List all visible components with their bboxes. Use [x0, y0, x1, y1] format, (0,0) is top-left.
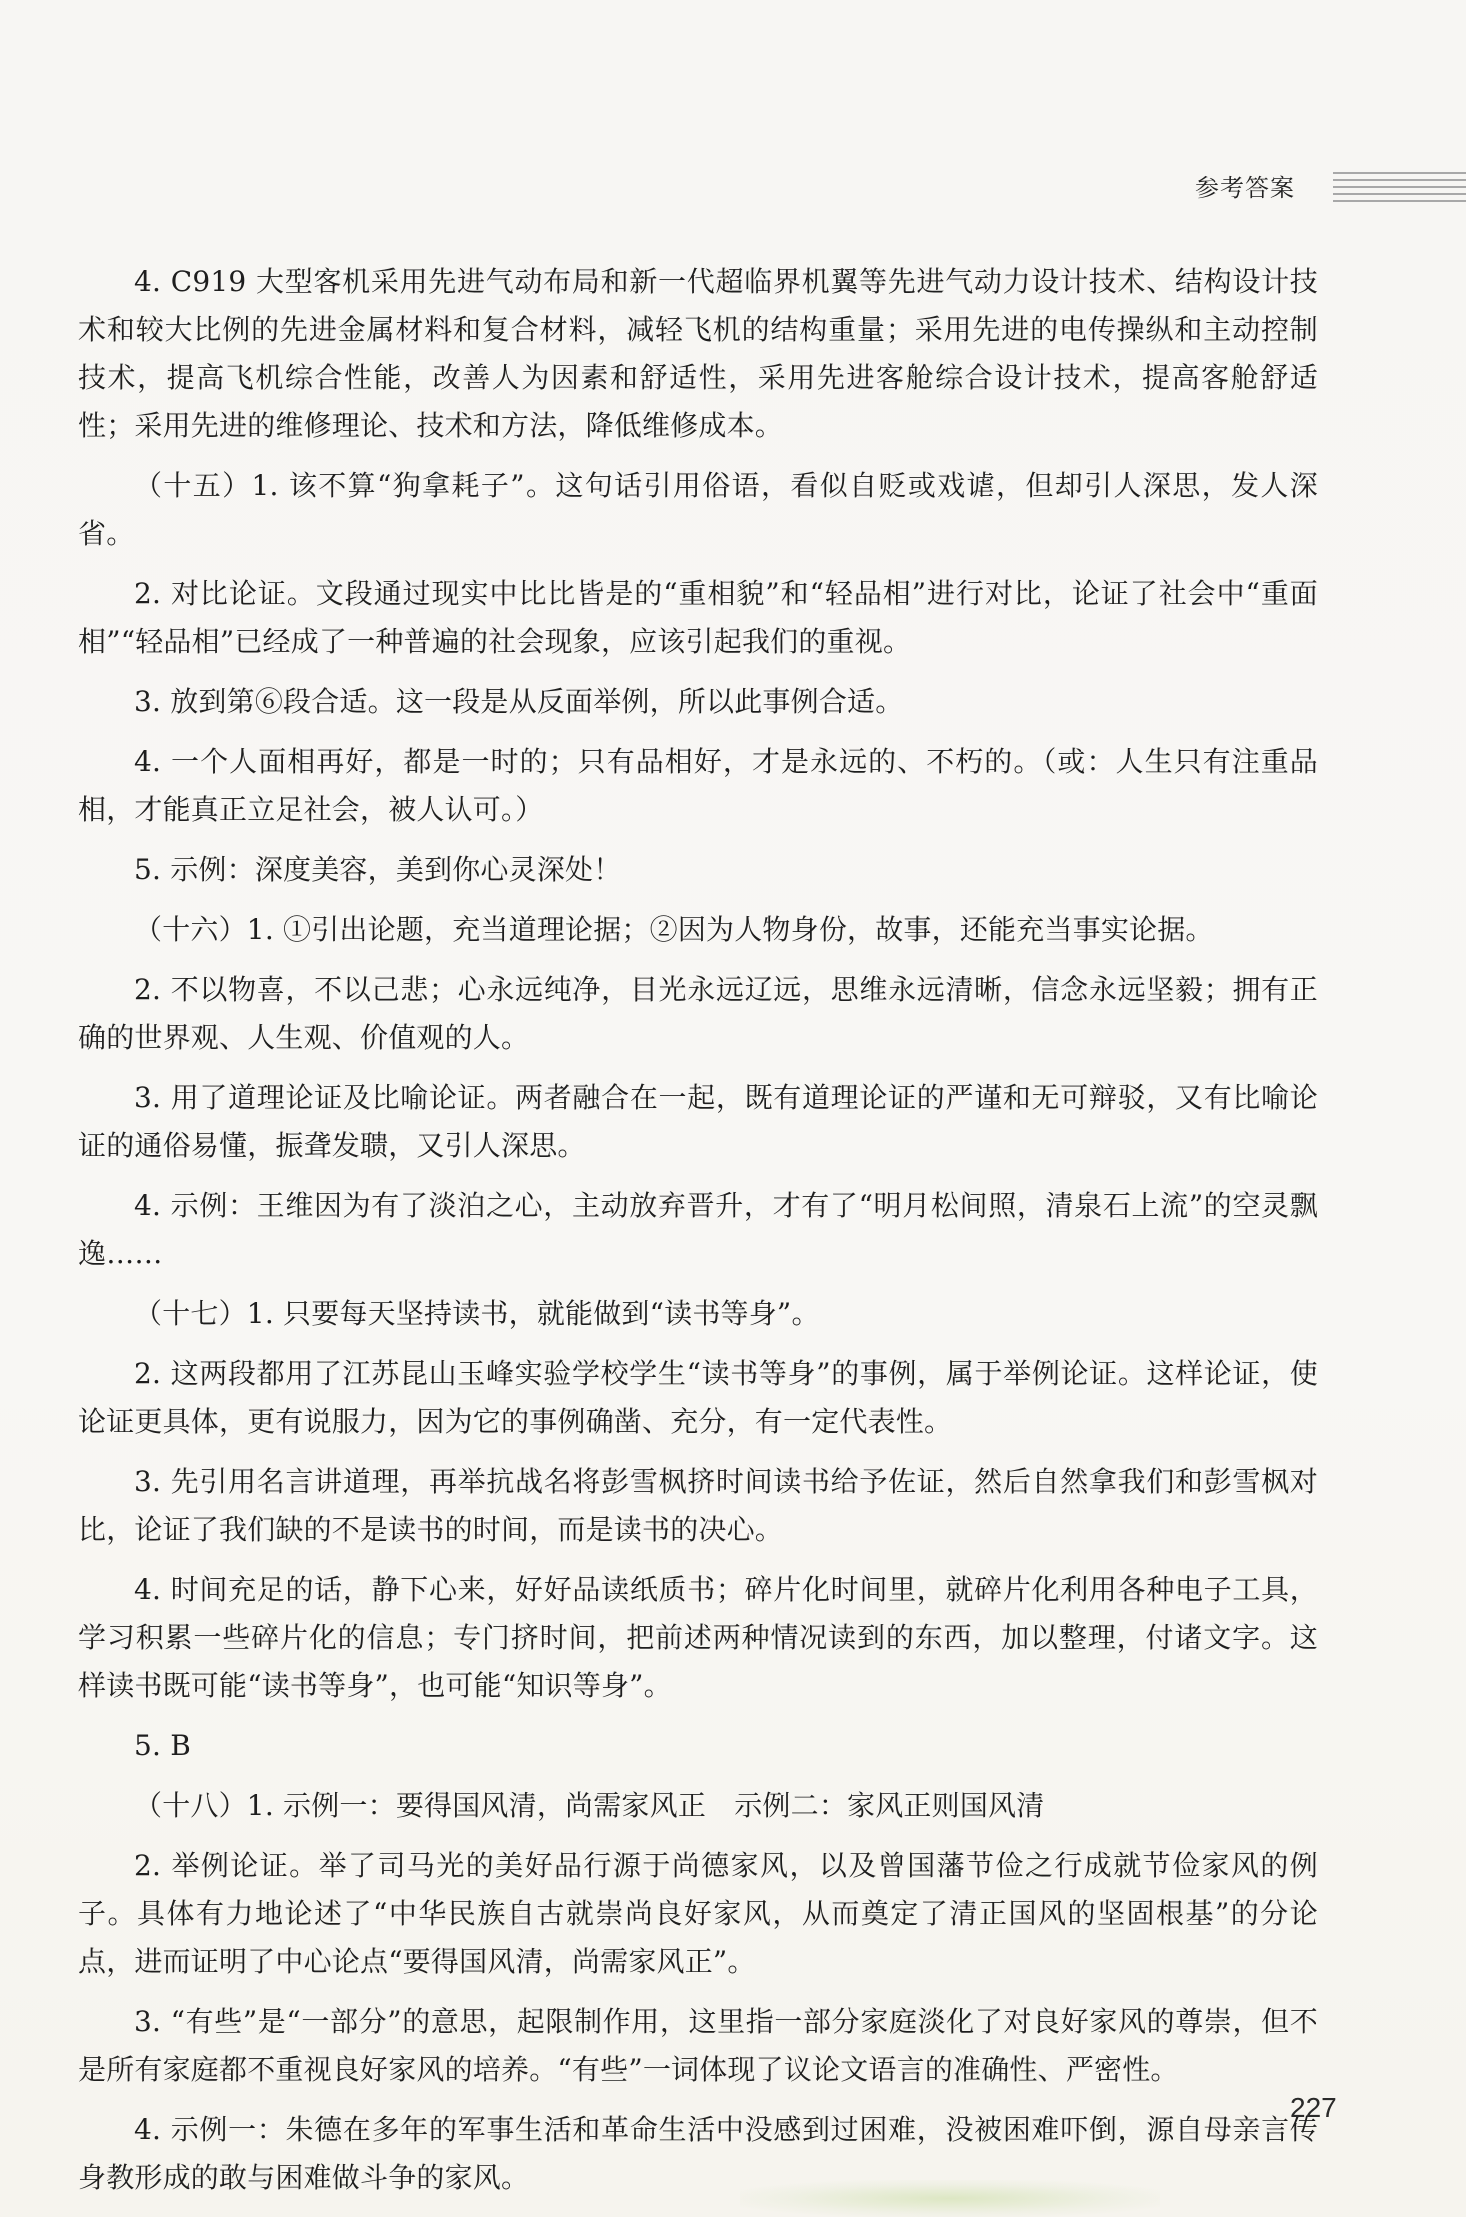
paragraph: （十五）1. 该不算“狗拿耗子”。这句话引用俗语，看似自贬或戏谑，但却引人深思，发人深省。 — [78, 469, 1318, 550]
paragraph: 4. 时间充足的话，静下心来，好好品读纸质书；碎片化时间里，就碎片化利用各种电子工具，学习积累一些碎片化的信息；专门挤时间，把前述两种情况读到的东西，加以整理，付诸文字。这样读书既可能“读书等身”，也可能“知识等身”。 — [78, 1573, 1318, 1702]
paragraph: 3. 用了道理论证及比喻论证。两者融合在一起，既有道理论证的严谨和无可辩驳，又有比喻论证的通俗易懂，振聋发聩，又引人深思。 — [78, 1081, 1318, 1162]
paragraph: （十八）1. 示例一：要得国风清，尚需家风正 示例二：家风正则国风清 — [134, 1789, 1045, 1822]
paragraph: 2. 不以物喜，不以己悲；心永远纯净，目光永远辽远，思维永远清晰，信念永远坚毅；拥有正确的世界观、人生观、价值观的人。 — [78, 973, 1318, 1054]
bottom-decoration — [740, 2180, 1160, 2217]
paragraph: 2. 举例论证。举了司马光的美好品行源于尚德家风，以及曾国藩节俭之行成就节俭家风的例子。具体有力地论述了“中华民族自古就崇尚良好家风，从而奠定了清正国风的坚固根基”的分论点，进而证明了中心论点“要得国风清，尚需家风正”。 — [78, 1849, 1318, 1978]
header-rule-lines — [1333, 168, 1466, 208]
paragraph: 4. 示例：王维因为有了淡泊之心，主动放弃晋升，才有了“明月松间照，清泉石上流”的空灵飘逸…… — [78, 1189, 1318, 1270]
paragraph: 5. B — [134, 1729, 191, 1762]
paragraph: 2. 对比论证。文段通过现实中比比皆是的“重相貌”和“轻品相”进行对比，论证了社会中“重面相”“轻品相”已经成了一种普遍的社会现象，应该引起我们的重视。 — [78, 577, 1318, 658]
paragraph: 5. 示例：深度美容，美到你心灵深处！ — [134, 853, 622, 886]
answer-content — [78, 258, 1318, 2214]
paragraph: 4. 一个人面相再好，都是一时的；只有品相好，才是永远的、不朽的。（或：人生只有注重品相，才能真正立足社会，被人认可。） — [78, 745, 1318, 826]
header-title: 参考答案 — [1195, 174, 1295, 202]
paragraph: 3. 先引用名言讲道理，再举抗战名将彭雪枫挤时间读书给予佐证，然后自然拿我们和彭雪枫对比，论证了我们缺的不是读书的时间，而是读书的决心。 — [78, 1465, 1318, 1546]
page-header — [1195, 168, 1466, 208]
paragraph: 4. 示例一：朱德在多年的军事生活和革命生活中没感到过困难，没被困难吓倒，源自母亲言传身教形成的敢与困难做斗争的家风。 — [78, 2113, 1318, 2194]
paragraph: （十七）1. 只要每天坚持读书，就能做到“读书等身”。 — [134, 1297, 820, 1330]
paragraph: 3. “有些”是“一部分”的意思，起限制作用，这里指一部分家庭淡化了对良好家风的尊崇，但不是所有家庭都不重视良好家风的培养。“有些”一词体现了议论文语言的准确性、严密性。 — [78, 2005, 1318, 2086]
paragraph: （十六）1. ①引出论题，充当道理论据；②因为人物身份，故事，还能充当事实论据。 — [134, 913, 1214, 946]
paragraph: 4. C919 大型客机采用先进气动布局和新一代超临界机翼等先进气动力设计技术、结构设计技术和较大比例的先进金属材料和复合材料，减轻飞机的结构重量；采用先进的电传操纵和主动控制技术，提高飞机综合性能，改善人为因素和舒适性，采用先进客舱综合设计技术，提高客舱舒适性；采用先进的维修理论、技术和方法，降低维修成本。 — [78, 265, 1318, 442]
paragraph: 2. 这两段都用了江苏昆山玉峰实验学校学生“读书等身”的事例，属于举例论证。这样论证，使论证更具体，更有说服力，因为它的事例确凿、充分，有一定代表性。 — [78, 1357, 1318, 1438]
page-number: 227 — [1290, 2092, 1337, 2123]
paragraph: 3. 放到第⑥段合适。这一段是从反面举例，所以此事例合适。 — [134, 685, 904, 718]
